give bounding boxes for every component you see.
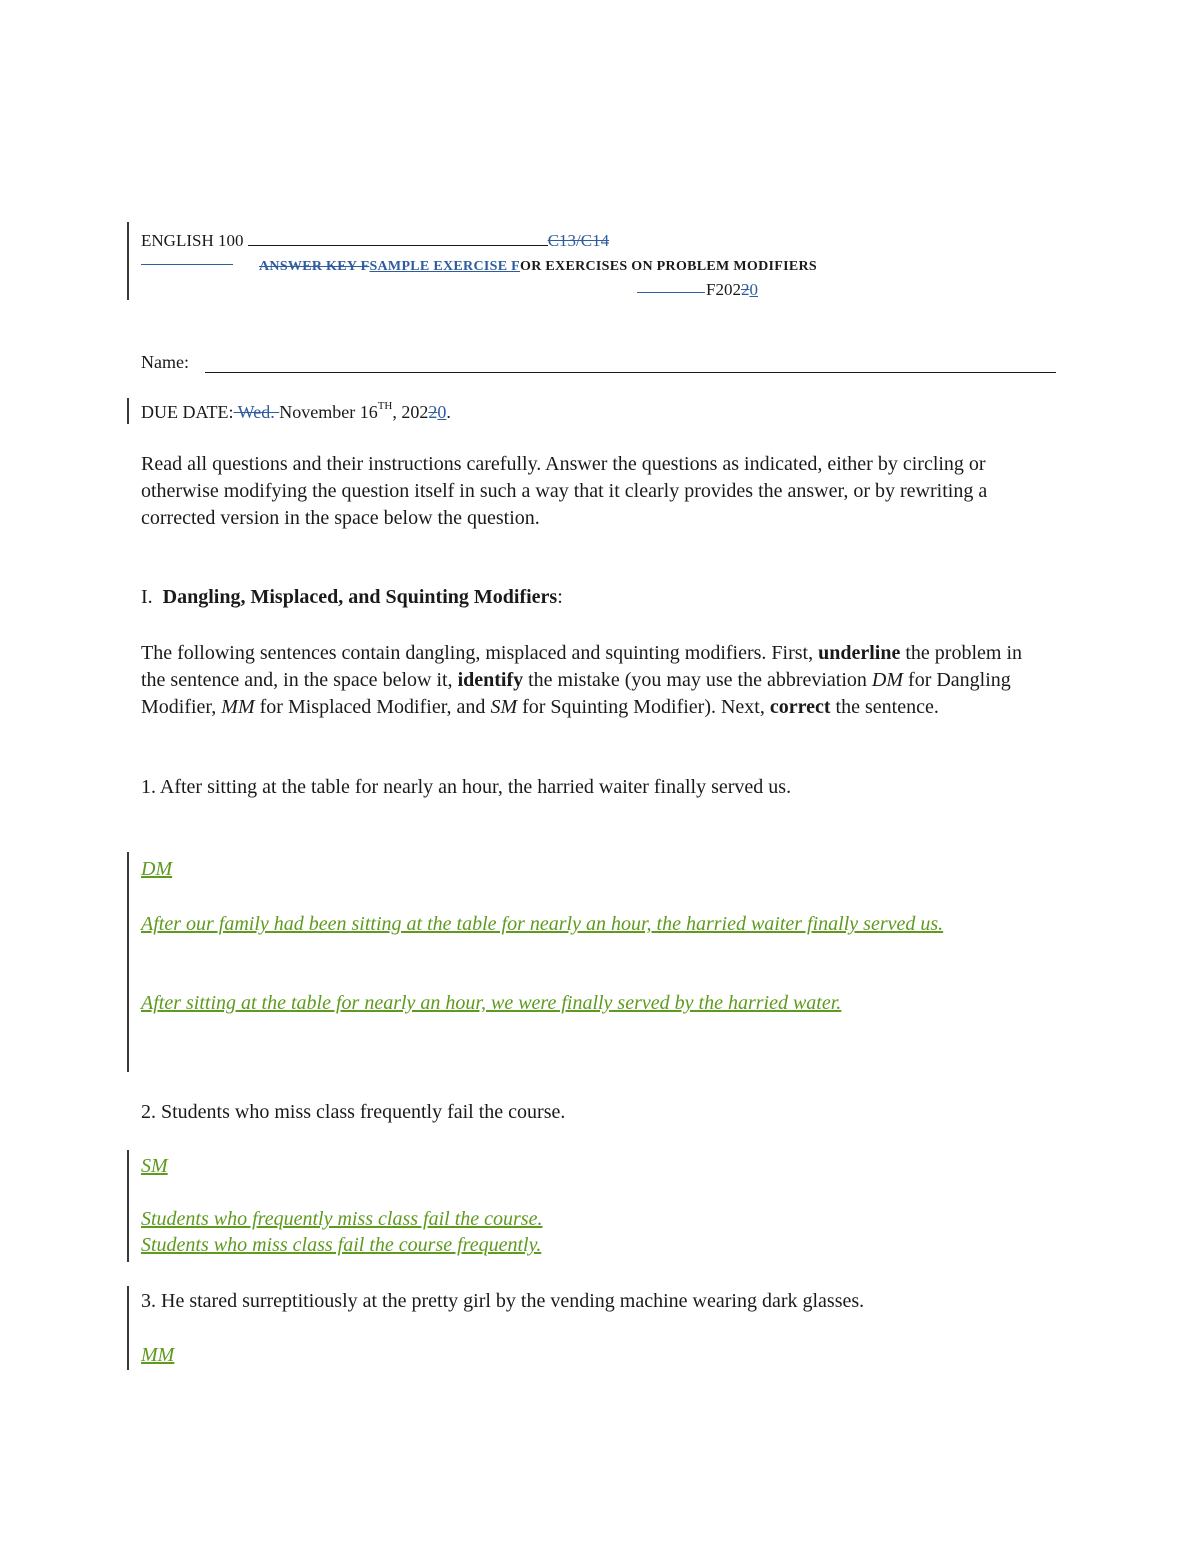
intro-text: for Squinting Modifier). Next, — [517, 696, 770, 718]
answer-2a: Students who frequently miss class fail the course. — [141, 1208, 543, 1230]
answer-type-1: DM — [141, 858, 173, 880]
course-header — [141, 229, 609, 251]
intro-bold-identify: identify — [457, 669, 524, 691]
change-bar — [127, 398, 129, 424]
intro-bold-correct: correct — [769, 696, 831, 718]
change-bar — [127, 222, 129, 300]
intro-text: the problem in the sentence and, in the space below it, — [141, 642, 1022, 691]
revision-rule — [141, 264, 233, 265]
answer-type-3: MM — [141, 1344, 175, 1366]
answer-type-2: SM — [141, 1155, 168, 1177]
due-end: . — [446, 402, 451, 422]
section-colon: : — [557, 586, 563, 608]
name-line[interactable] — [205, 372, 1056, 373]
intro-text: for Misplaced Modifier, and — [254, 696, 491, 718]
deleted-title: ANSWER KEY F — [259, 259, 370, 274]
change-bar — [127, 852, 129, 1072]
term-deleted: 2 — [740, 280, 750, 299]
intro-text: the mistake (you may use the abbreviation — [523, 669, 872, 691]
revision-rule — [637, 292, 705, 293]
header-rule — [248, 229, 548, 246]
term-inserted: 0 — [749, 280, 758, 299]
section-title: Dangling, Misplaced, and Squinting Modifiers — [162, 586, 558, 608]
change-bar — [127, 1286, 129, 1370]
due-label: DUE DATE: — [141, 402, 234, 422]
question-3: 3. He stared surreptitiously at the pretty girl by the vending machine wearing dark glasses. — [141, 1290, 865, 1312]
intro-text: the sentence. — [830, 696, 939, 718]
answer-2b: Students who miss class fail the course frequently. — [141, 1234, 542, 1256]
question-2: 2. Students who miss class frequently fail the course. — [141, 1101, 566, 1123]
intro-text: for Dangling Modifier, — [141, 669, 1011, 718]
course-title: ENGLISH 100 — [141, 231, 244, 250]
title-rest: OR EXERCISES ON PROBLEM MODIFIERS — [520, 259, 817, 274]
due-year-deleted: 2 — [428, 402, 438, 422]
section-heading — [141, 586, 563, 609]
document-title — [259, 253, 817, 276]
due-year-inserted: 0 — [437, 402, 447, 422]
intro-bold-underline: underline — [818, 642, 901, 664]
instructions: Read all questions and their instructions carefully. Answer the questions as indicated, either by circling or otherwise modifying the question itself in such a way that it clearly provides the answer, or by rewriting a corrected version in the space below the question. — [141, 453, 988, 529]
intro-abbr-dm: DM — [871, 669, 904, 691]
due-date-text: November 16 — [279, 402, 378, 422]
section-numeral: I. — [141, 586, 153, 608]
intro-text: The following sentences contain dangling, misplaced and squinting modifiers. First, — [141, 642, 819, 664]
due-year: , 202 — [392, 402, 429, 422]
due-deleted: Wed. — [233, 402, 280, 422]
name-field[interactable] — [141, 352, 189, 373]
change-bar — [127, 1150, 129, 1262]
section-intro — [141, 640, 1046, 721]
due-date-sup: TH — [377, 400, 393, 412]
due-date — [141, 402, 451, 423]
term — [706, 280, 758, 300]
answer-1b: After sitting at the table for nearly an hour, we were finally served by the harried water. — [141, 992, 842, 1014]
intro-abbr-mm: MM — [221, 696, 255, 718]
term-prefix: F202 — [706, 280, 741, 299]
name-label: Name: — [141, 352, 189, 372]
inserted-title: SAMPLE EXERCISE F — [369, 259, 521, 274]
answer-1a: After our family had been sitting at the table for nearly an hour, the harried waiter finally served us. — [141, 913, 944, 935]
deleted-section: C13/C14 — [547, 231, 610, 250]
intro-abbr-sm: SM — [490, 696, 518, 718]
question-1: 1. After sitting at the table for nearly an hour, the harried waiter finally served us. — [141, 776, 792, 798]
